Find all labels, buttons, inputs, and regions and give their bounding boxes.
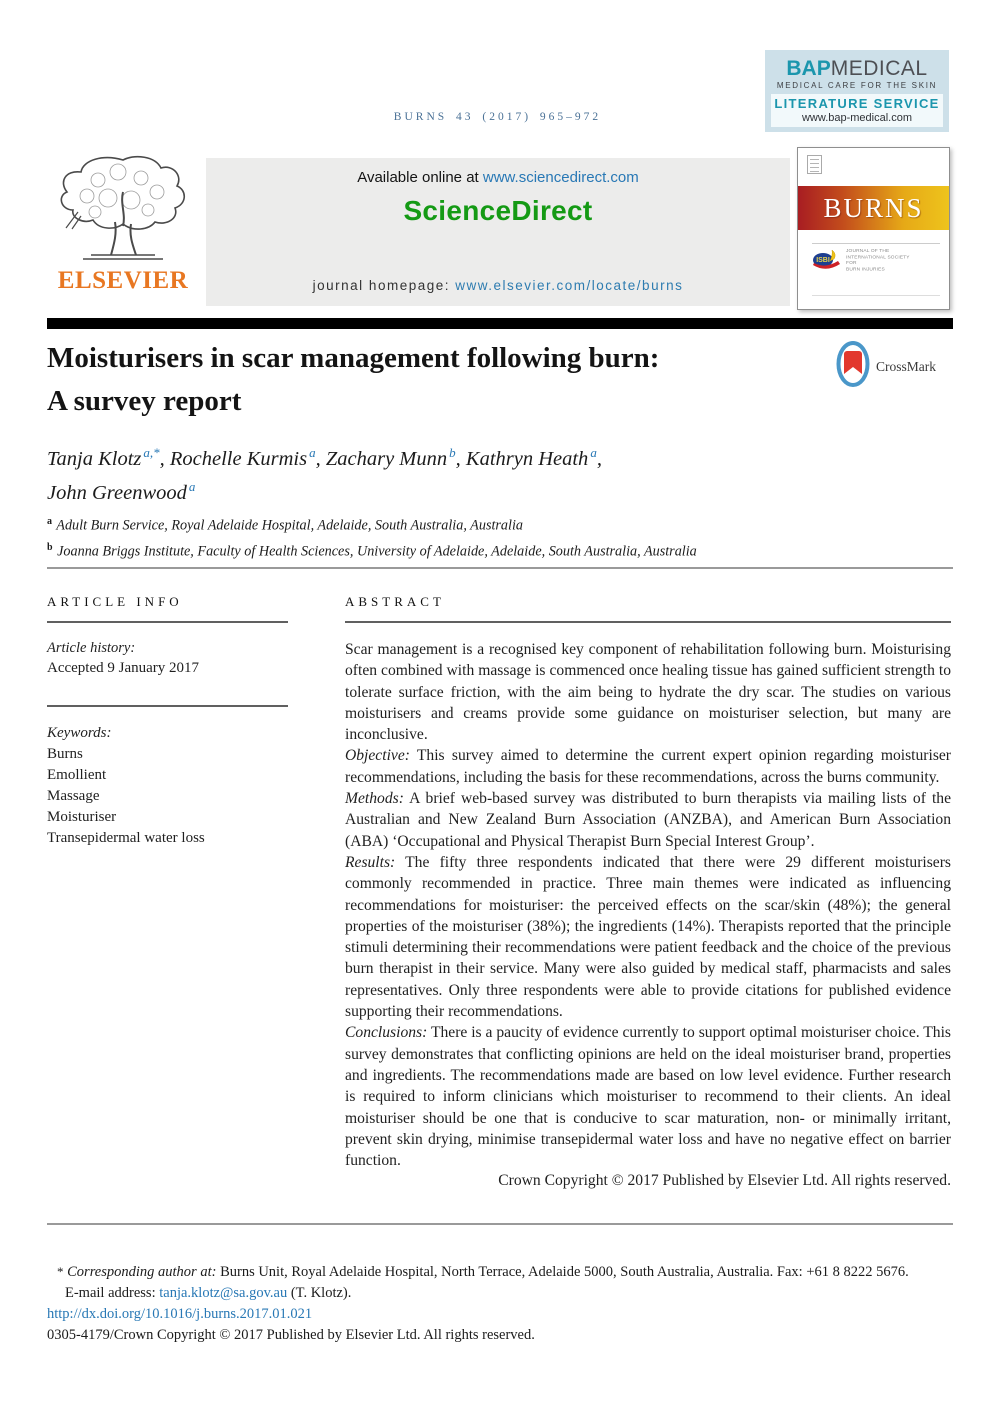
bap-tagline: MEDICAL CARE FOR THE SKIN [776, 81, 938, 90]
author-separator: , [596, 448, 602, 470]
email-line [47, 1283, 953, 1304]
keyword-item: Emollient [47, 767, 107, 783]
cover-society-row [812, 243, 940, 279]
bap-service-label: LITERATURE SERVICE [774, 96, 940, 111]
cover-society-line3: BURN INJURIES [846, 267, 885, 272]
paragraph-text: This survey aimed to determine the current expert opinion regarding moisturiser recommendations, including the basis for these recommendations, across the burns community. [345, 747, 951, 786]
author-name: Kathryn Heath [465, 448, 589, 470]
issn-copyright-line: 0305-4179/Crown Copyright © 2017 Published by Elsevier Ltd. All rights reserved. [47, 1327, 535, 1343]
elsevier-logo [47, 152, 199, 310]
svg-text:ISBI: ISBI [816, 257, 830, 264]
asterisk-mark: * [57, 1264, 64, 1279]
author-name: John Greenwood [47, 482, 187, 504]
author-name: Rochelle Kurmis [169, 448, 308, 470]
affiliation-text: Joanna Briggs Institute, Faculty of Health Sciences, University of Adelaide, Adelaide, South Australia, Australia [53, 543, 697, 560]
abstract-column [345, 594, 951, 1190]
email-label: E-mail address: [65, 1285, 160, 1301]
email-suffix: (T. Klotz). [287, 1285, 352, 1301]
crossmark-icon [836, 341, 870, 392]
journal-homepage-link[interactable]: www.elsevier.com/locate/burns [455, 278, 684, 293]
cover-stamp-icon [807, 155, 822, 174]
cover-society-line2: INTERNATIONAL SOCIETY FOR [846, 255, 910, 266]
article-info-heading: ARTICLE INFO [47, 594, 183, 609]
article-info-column [47, 594, 293, 849]
sciencedirect-logo: ScienceDirect [403, 195, 593, 226]
abstract-paragraph [345, 788, 951, 852]
paragraph-text: The fifty three respondents indicated that there were 29 different moisturisers commonly recommended in practice. Three main themes were indicated as influencing recommendations for moisturiser: the perceived effects on the scar/skin (48%); the general properties of the moisturiser (38%); the ingredients (14%). Therapists reported that the principle stimuli determining their recommendations were patient feedback and the choice of the previous burn therapist in their service. Many were also guided by medical staff, pharmacists and sales representatives. Only three respondents were able to provide citations for published evidence supporting their recommendations. [345, 853, 951, 1021]
doi-link[interactable]: http://dx.doi.org/10.1016/j.burns.2017.01.021 [47, 1306, 313, 1322]
bap-medical-stamp [765, 50, 949, 132]
author-superscript: a,* [143, 445, 160, 460]
journal-homepage-line [206, 278, 790, 293]
journal-citation: BURNS 43 (2017) 965–972 [393, 111, 602, 123]
author-separator: , [159, 448, 170, 470]
paragraph-text: A brief web-based survey was distributed to burn therapists via mailing lists of the Australian and New Zealand Burn Association (ANZBA), and American Burn Association (ABA) ‘Occupational and Physical Therapist Burn Special Interest Group’. [345, 790, 951, 850]
keyword-item: Burns [47, 746, 83, 762]
paragraph-label: Conclusions: [345, 1024, 428, 1042]
bap-medical-logo [765, 58, 949, 80]
abstract-paragraph [345, 745, 951, 788]
copyright-line: Crown Copyright © 2017 Published by Elsevier Ltd. All rights reserved. [498, 1172, 951, 1190]
cover-society-line1: JOURNAL OF THE [846, 249, 890, 254]
bap-brand-rest: MEDICAL [830, 57, 928, 80]
author-superscript: b [449, 445, 456, 460]
available-online-prefix: Available online at [357, 169, 483, 186]
affiliation-b [47, 537, 927, 563]
author-separator: , [315, 448, 326, 470]
crossmark-label: CrossMark [876, 358, 936, 374]
corresponding-author-note [47, 1261, 953, 1283]
available-online-line [206, 169, 790, 186]
header-divider-bar [47, 318, 953, 329]
article-title [47, 337, 827, 423]
bap-service-strip [771, 94, 943, 127]
burns-journal-cover [797, 147, 950, 310]
affiliation-superscript: b [47, 541, 53, 553]
journal-homepage-prefix: journal homepage: [312, 278, 456, 293]
abstract-body [345, 639, 951, 1171]
author-list [47, 443, 847, 511]
article-history-label: Article history: [47, 640, 136, 656]
sciencedirect-banner [206, 158, 790, 306]
affiliation-superscript: a [47, 516, 52, 527]
abstract-paragraph [345, 639, 951, 745]
author-superscript: a [590, 445, 597, 460]
author-separator: , [455, 448, 466, 470]
keywords-rule [47, 705, 288, 707]
corresponding-text: Burns Unit, Royal Adelaide Hospital, North Terrace, Adelaide 5000, South Australia, Australia. Fax: +61 8 8222 5676. [216, 1264, 909, 1280]
section-divider-top [47, 567, 953, 569]
paragraph-label: Methods: [345, 790, 404, 808]
abstract-paragraph [345, 1022, 951, 1171]
cover-journal-title: BURNS [823, 193, 924, 223]
footnote-block [47, 1261, 953, 1346]
keyword-item: Moisturiser [47, 809, 117, 825]
email-link[interactable]: tanja.klotz@sa.gov.au [159, 1285, 288, 1301]
affiliation-list [47, 511, 927, 562]
sciencedirect-url-link[interactable]: www.sciencedirect.com [482, 169, 639, 186]
paragraph-text: There is a paucity of evidence currently to support optimal moisturiser choice. This survey demonstrates that conflicting opinions are held on the ideal moisturiser brand, properties and ingredients. The recommendations made are based on low level evidence. Further research is required to inform clinicians which moisturiser to recommend to their clients. An ideal moisturiser should be one that is conducive to scar maturation, non- or minimally irritant, prevent skin drying, minimise transepidermal water loss and have no negative effect on barrier function. [345, 1024, 951, 1170]
cover-divider [812, 295, 940, 296]
section-divider-bottom [47, 1223, 953, 1225]
elsevier-wordmark: ELSEVIER [57, 267, 189, 294]
article-title-line2: A survey report [47, 385, 242, 417]
corresponding-label: Corresponding author at: [67, 1264, 217, 1280]
article-info-rule [47, 621, 288, 623]
cover-title-band [798, 186, 949, 230]
paragraph-text: Scar management is a recognised key component of rehabilitation following burn. Moisturising often combined with massage is commenced once healing tissue has gained sufficient strength to tolerate surface friction, with the aim being to hydrate the dry scar. The studies on various moisturisers and creams provide some guidance on moisturiser selection, but many are inconclusive. [345, 641, 951, 744]
isbi-logo-icon [812, 249, 842, 276]
bap-url-link[interactable]: www.bap-medical.com [801, 112, 913, 124]
article-title-line1: Moisturisers in scar management following burn: [47, 342, 660, 374]
author-name: Zachary Munn [325, 448, 448, 470]
abstract-heading: ABSTRACT [345, 594, 445, 609]
cover-society-text [846, 249, 921, 273]
elsevier-tree-icon [53, 249, 193, 266]
bap-brand-bold: BAP [786, 57, 831, 80]
crossmark-badge[interactable] [836, 341, 936, 392]
affiliation-a [47, 511, 927, 537]
keywords-label: Keywords: [47, 725, 112, 741]
paragraph-label: Objective: [345, 747, 410, 765]
author-superscript: a [309, 445, 316, 460]
keyword-item: Transepidermal water loss [47, 830, 205, 846]
keyword-item: Massage [47, 788, 100, 804]
paragraph-label: Results: [345, 853, 396, 871]
author-name: Tanja Klotz [47, 448, 142, 470]
affiliation-text: Adult Burn Service, Royal Adelaide Hospital, Adelaide, South Australia, Australia [53, 517, 523, 534]
abstract-rule [345, 621, 951, 623]
doi-line [47, 1304, 953, 1325]
article-history-value: Accepted 9 January 2017 [47, 660, 200, 676]
abstract-paragraph [345, 852, 951, 1022]
author-superscript: a [188, 479, 196, 494]
